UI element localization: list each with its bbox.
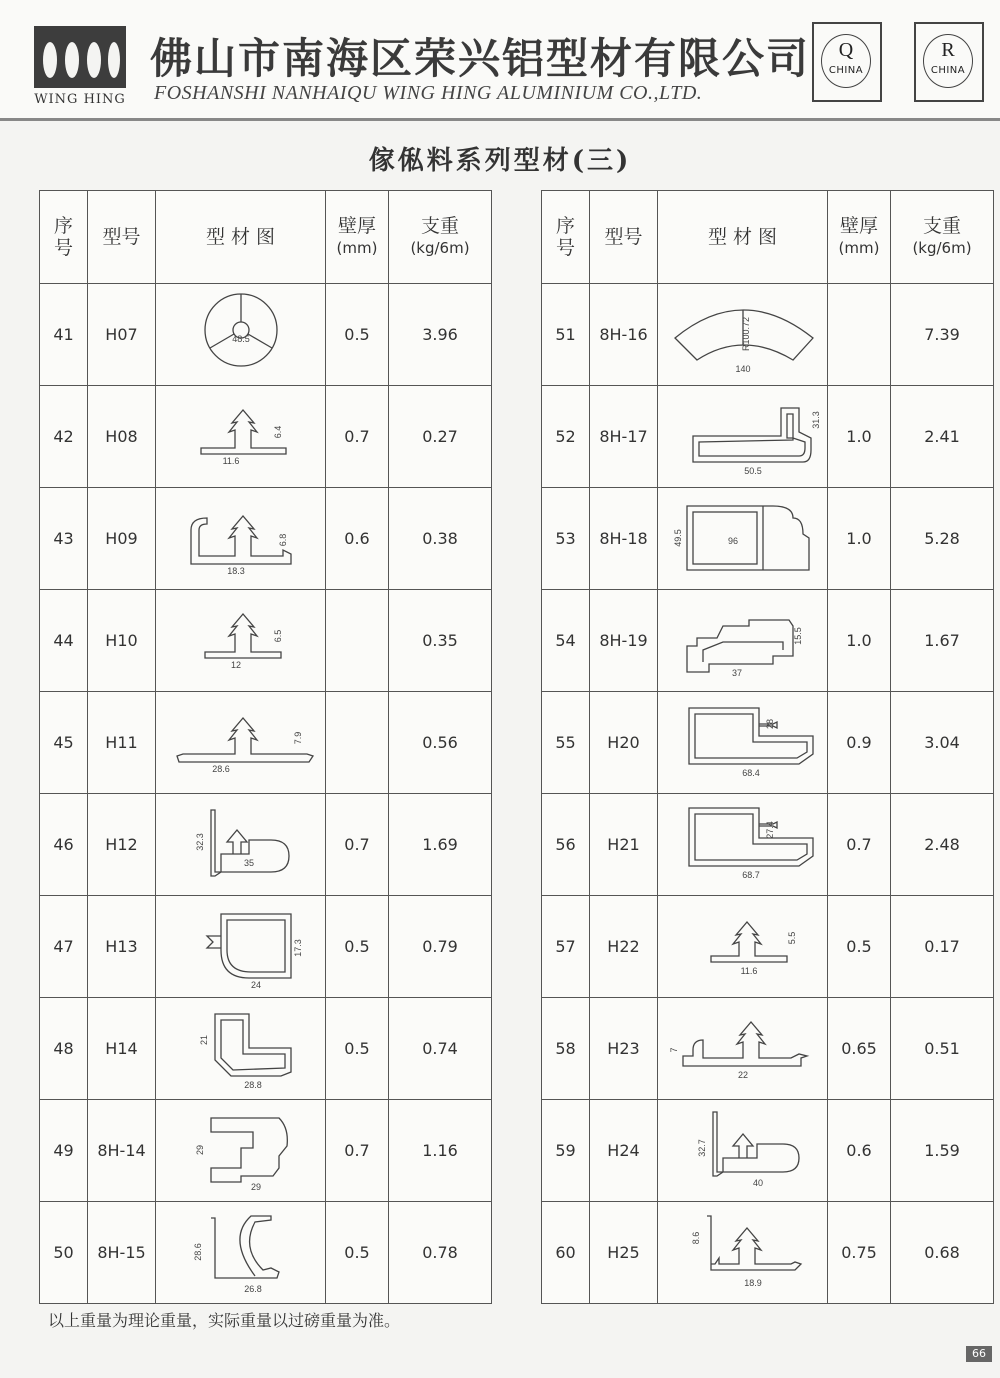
cell-model: H21 — [590, 794, 658, 896]
cell-drawing — [156, 284, 326, 386]
cell-drawing — [156, 386, 326, 488]
cell-weight: 0.35 — [389, 590, 492, 692]
table-row — [40, 998, 492, 1100]
cell-drawing — [658, 1100, 828, 1202]
cell-seq: 51 — [542, 284, 590, 386]
dimension-width: 28.8 — [243, 1079, 262, 1090]
cell-model: 8H-17 — [590, 386, 658, 488]
dimension-height: 29 — [194, 1144, 205, 1155]
badge-sub: CHINA — [828, 65, 864, 76]
cell-thickness: 1.0 — [828, 386, 891, 488]
header-thickness: 壁厚 (mm) — [326, 191, 389, 284]
profile-drawing-icon — [663, 800, 823, 890]
cell-weight: 0.68 — [891, 1202, 994, 1304]
dimension-height: R100.72 — [740, 316, 751, 351]
profile-drawing-icon — [161, 290, 321, 380]
cell-drawing — [156, 692, 326, 794]
dimension-height: 6.5 — [272, 629, 283, 642]
dimension-width: 48.5 — [231, 333, 250, 344]
header-seq: 序号 — [542, 191, 590, 284]
dimension-height: 8.6 — [690, 1231, 701, 1244]
cell-weight: 1.67 — [891, 590, 994, 692]
cell-seq: 54 — [542, 590, 590, 692]
page-header — [0, 0, 1000, 118]
cell-weight: 0.17 — [891, 896, 994, 998]
cell-thickness: 0.5 — [828, 896, 891, 998]
cell-seq: 44 — [40, 590, 88, 692]
cell-seq: 41 — [40, 284, 88, 386]
cell-drawing — [658, 794, 828, 896]
dimension-width: 68.4 — [741, 767, 760, 778]
profile-drawing-icon — [663, 1004, 823, 1094]
badge-letter: Q — [838, 39, 854, 61]
cell-thickness: 1.0 — [828, 590, 891, 692]
registered-badge — [914, 22, 984, 102]
company-name-en: FOSHANSHI NANHAIQU WING HING ALUMINIUM CO.,LTD. — [154, 82, 703, 104]
cell-model: 8H-18 — [590, 488, 658, 590]
dimension-height: 32.7 — [696, 1138, 707, 1157]
cell-drawing — [156, 794, 326, 896]
cell-model: H11 — [88, 692, 156, 794]
cell-drawing — [658, 284, 828, 386]
cell-model: H20 — [590, 692, 658, 794]
cell-thickness: 0.5 — [326, 284, 389, 386]
cell-seq: 55 — [542, 692, 590, 794]
profile-drawing-icon — [161, 596, 321, 686]
cell-seq: 43 — [40, 488, 88, 590]
profile-drawing-icon — [161, 1004, 321, 1094]
cell-thickness: 0.6 — [828, 1100, 891, 1202]
dimension-width: 11.6 — [740, 965, 757, 976]
table-row — [542, 896, 994, 998]
cell-weight: 0.79 — [389, 896, 492, 998]
cell-model: H22 — [590, 896, 658, 998]
dimension-width: 28.6 — [211, 763, 230, 774]
cell-seq: 58 — [542, 998, 590, 1100]
table-row — [542, 794, 994, 896]
badge-letter: R — [941, 39, 955, 61]
dimension-width: 50.5 — [743, 465, 762, 476]
cell-thickness: 0.65 — [828, 998, 891, 1100]
cell-weight: 0.38 — [389, 488, 492, 590]
cell-weight: 3.04 — [891, 692, 994, 794]
table-row — [40, 1100, 492, 1202]
dimension-height: 27.4 — [764, 820, 775, 839]
cell-weight: 0.74 — [389, 998, 492, 1100]
dimension-width: 22 — [737, 1069, 748, 1080]
dimension-height: 49.5 — [672, 528, 683, 547]
cell-weight: 0.78 — [389, 1202, 492, 1304]
cell-seq: 46 — [40, 794, 88, 896]
cell-drawing — [658, 1202, 828, 1304]
profile-drawing-icon — [663, 1106, 823, 1196]
profile-drawing-icon — [161, 494, 321, 584]
profile-drawing-icon — [161, 392, 321, 482]
profile-drawing-icon — [663, 596, 823, 686]
badge-sub: CHINA — [930, 65, 966, 76]
cell-seq: 42 — [40, 386, 88, 488]
dimension-height: 28.6 — [192, 1242, 203, 1261]
quality-badge — [812, 22, 882, 102]
cell-drawing — [156, 1202, 326, 1304]
cell-thickness: 0.7 — [828, 794, 891, 896]
cell-seq: 48 — [40, 998, 88, 1100]
table-row — [40, 488, 492, 590]
cell-drawing — [156, 590, 326, 692]
cell-drawing — [156, 1100, 326, 1202]
table-row — [40, 1202, 492, 1304]
cell-drawing — [658, 998, 828, 1100]
dimension-width: 29 — [250, 1181, 261, 1192]
table-row — [40, 896, 492, 998]
table-row — [542, 998, 994, 1100]
table-row — [542, 1100, 994, 1202]
dimension-width: 68.7 — [741, 869, 760, 880]
profile-drawing-icon — [161, 800, 321, 890]
header-model: 型号 — [88, 191, 156, 284]
dimension-height: 7.9 — [292, 731, 303, 744]
cell-weight: 7.39 — [891, 284, 994, 386]
table-row — [40, 386, 492, 488]
cell-thickness: 0.6 — [326, 488, 389, 590]
header-seq: 序号 — [40, 191, 88, 284]
page-number: 66 — [966, 1346, 992, 1362]
cell-model: H23 — [590, 998, 658, 1100]
cell-model: 8H-14 — [88, 1100, 156, 1202]
profile-drawing-icon — [663, 1208, 823, 1298]
cell-drawing — [156, 488, 326, 590]
cell-drawing — [658, 896, 828, 998]
dimension-height: 15.5 — [792, 626, 803, 645]
cell-model: H13 — [88, 896, 156, 998]
dimension-width: 37 — [731, 667, 742, 678]
dimension-height: 5.5 — [786, 931, 797, 944]
dimension-height: 7 — [668, 1046, 679, 1053]
table-row — [542, 1202, 994, 1304]
profile-drawing-icon — [663, 290, 823, 380]
wing-hing-logo-icon — [34, 26, 126, 88]
cell-weight: 1.69 — [389, 794, 492, 896]
cell-weight: 3.96 — [389, 284, 492, 386]
cell-seq: 50 — [40, 1202, 88, 1304]
spec-table-left — [39, 190, 492, 1304]
cell-model: H07 — [88, 284, 156, 386]
logo-text: WING HING — [34, 92, 126, 107]
cell-thickness: 0.75 — [828, 1202, 891, 1304]
cell-thickness: 0.5 — [326, 1202, 389, 1304]
cell-drawing — [156, 998, 326, 1100]
cell-thickness — [828, 284, 891, 386]
table-row — [542, 590, 994, 692]
cell-seq: 52 — [542, 386, 590, 488]
dimension-height: 32.3 — [194, 832, 205, 851]
cell-model: 8H-19 — [590, 590, 658, 692]
cell-weight: 1.16 — [389, 1100, 492, 1202]
dimension-height: 17.3 — [292, 938, 303, 957]
dimension-height: 6.8 — [277, 533, 288, 546]
table-header-row — [542, 191, 994, 284]
dimension-height: 28 — [764, 718, 775, 729]
cell-thickness: 0.5 — [326, 998, 389, 1100]
table-row — [542, 386, 994, 488]
cell-drawing — [658, 386, 828, 488]
cell-seq: 57 — [542, 896, 590, 998]
header-weight: 支重 (kg/6m) — [389, 191, 492, 284]
dimension-width: 18.3 — [226, 565, 245, 576]
dimension-width: 96 — [727, 535, 738, 546]
cell-seq: 49 — [40, 1100, 88, 1202]
cell-thickness: 0.5 — [326, 896, 389, 998]
cell-model: H24 — [590, 1100, 658, 1202]
cell-seq: 56 — [542, 794, 590, 896]
table-row — [40, 692, 492, 794]
cell-thickness — [326, 692, 389, 794]
cell-weight: 1.59 — [891, 1100, 994, 1202]
company-name-cn: 佛山市南海区荣兴铝型材有限公司 — [150, 34, 811, 83]
dimension-width: 11.6 — [222, 455, 239, 466]
header-drawing: 型 材 图 — [658, 191, 828, 284]
dimension-width: 12 — [230, 659, 241, 670]
dimension-width: 35 — [243, 857, 254, 868]
cell-model: H12 — [88, 794, 156, 896]
dimension-width: 40 — [752, 1177, 763, 1188]
dimension-height: 6.4 — [272, 425, 283, 438]
profile-drawing-icon — [161, 698, 321, 788]
cell-model: H08 — [88, 386, 156, 488]
cell-thickness: 0.7 — [326, 794, 389, 896]
table-row — [40, 590, 492, 692]
cell-thickness — [326, 590, 389, 692]
table-row — [40, 284, 492, 386]
cell-weight: 2.48 — [891, 794, 994, 896]
cell-weight: 0.51 — [891, 998, 994, 1100]
cell-model: H25 — [590, 1202, 658, 1304]
cell-weight: 5.28 — [891, 488, 994, 590]
cell-thickness: 0.7 — [326, 386, 389, 488]
cell-thickness: 1.0 — [828, 488, 891, 590]
profile-drawing-icon — [663, 392, 823, 482]
cell-seq: 59 — [542, 1100, 590, 1202]
profile-drawing-icon — [161, 1208, 321, 1298]
cell-weight: 2.41 — [891, 386, 994, 488]
cell-thickness: 0.9 — [828, 692, 891, 794]
profile-drawing-icon — [663, 698, 823, 788]
profile-drawing-icon — [161, 902, 321, 992]
cell-seq: 45 — [40, 692, 88, 794]
table-row — [40, 794, 492, 896]
spec-table-right — [541, 190, 994, 1304]
dimension-width: 24 — [250, 979, 261, 990]
dimension-height: 31.3 — [810, 410, 821, 429]
cell-seq: 47 — [40, 896, 88, 998]
header-model: 型号 — [590, 191, 658, 284]
dimension-width: 18.9 — [743, 1277, 762, 1288]
cell-model: 8H-16 — [590, 284, 658, 386]
table-header-row — [40, 191, 492, 284]
dimension-width: 140 — [734, 363, 751, 374]
header-weight: 支重 (kg/6m) — [891, 191, 994, 284]
header-divider — [0, 118, 1000, 121]
cell-model: 8H-15 — [88, 1202, 156, 1304]
table-row — [542, 488, 994, 590]
cell-seq: 60 — [542, 1202, 590, 1304]
cell-seq: 53 — [542, 488, 590, 590]
cell-model: H10 — [88, 590, 156, 692]
dimension-height: 21 — [198, 1034, 209, 1045]
footnote: 以上重量为理论重量，实际重量以过磅重量为准。 — [48, 1311, 401, 1330]
cell-model: H09 — [88, 488, 156, 590]
cell-drawing — [156, 896, 326, 998]
cell-drawing — [658, 488, 828, 590]
cell-model: H14 — [88, 998, 156, 1100]
cell-weight: 0.56 — [389, 692, 492, 794]
profile-drawing-icon — [663, 902, 823, 992]
table-row — [542, 692, 994, 794]
cell-drawing — [658, 590, 828, 692]
cell-thickness: 0.7 — [326, 1100, 389, 1202]
header-drawing: 型 材 图 — [156, 191, 326, 284]
table-row — [542, 284, 994, 386]
document-title: 傢俬料系列型材(三) — [368, 146, 632, 176]
cell-drawing — [658, 692, 828, 794]
profile-drawing-icon — [161, 1106, 321, 1196]
cell-weight: 0.27 — [389, 386, 492, 488]
profile-drawing-icon — [663, 494, 823, 584]
header-thickness: 壁厚 (mm) — [828, 191, 891, 284]
dimension-width: 26.8 — [243, 1283, 262, 1294]
